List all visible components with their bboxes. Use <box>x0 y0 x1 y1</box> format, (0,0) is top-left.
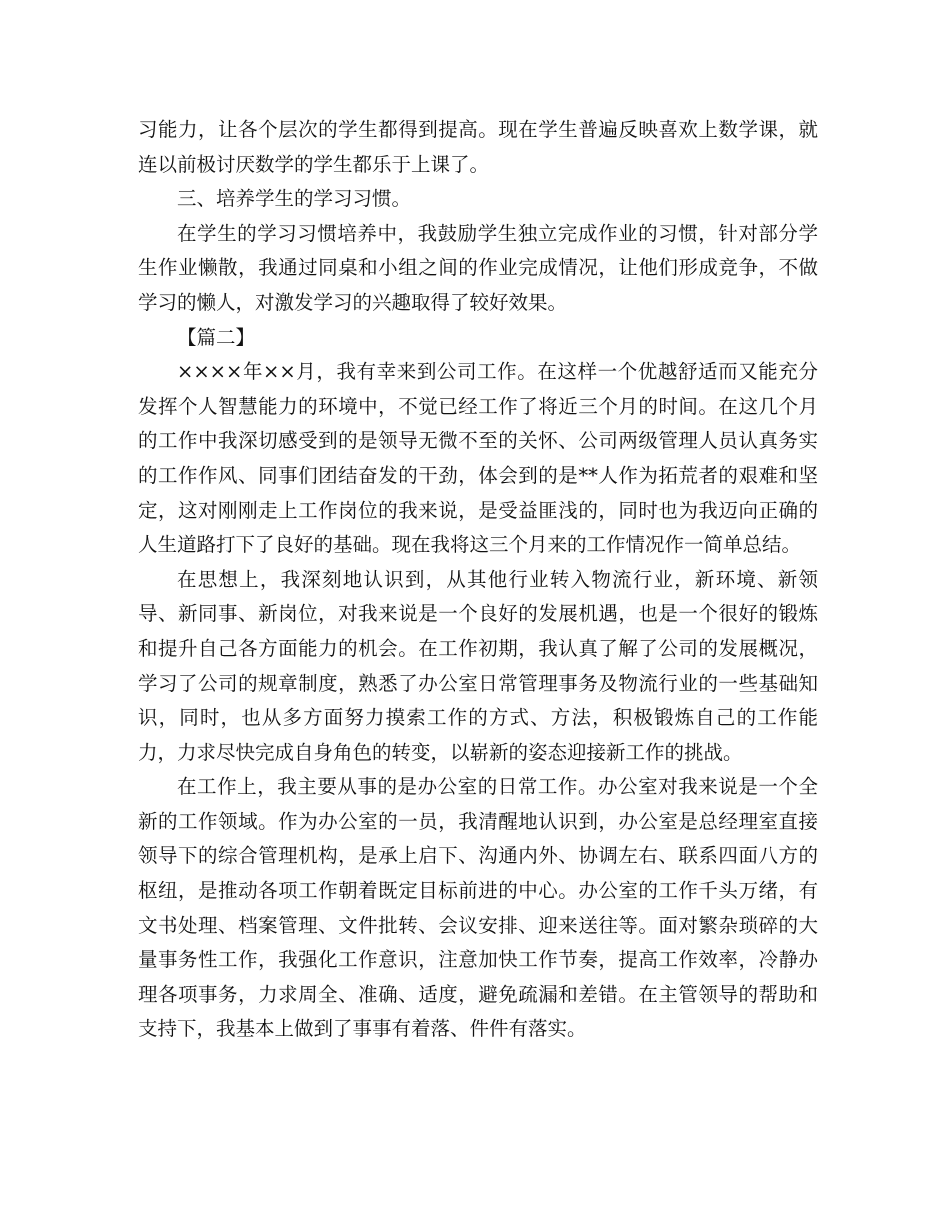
section-heading-part-two: 【篇二】 <box>177 325 256 349</box>
paragraph-study-habits: 在学生的学习习惯培养中，我鼓励学生独立完成作业的习惯，针对部分学生作业懒散，我通过同桌和小组之间的作业完成情况，让他们形成竞争，不做学习的懒人，对激发学习的兴趣取得了较好效果。 <box>138 221 818 314</box>
section-heading-three: 三、培养学生的学习习惯。 <box>177 187 412 211</box>
paragraph-introduction: ××××年××月，我有幸来到公司工作。在这样一个优越舒适而又能充分发挥个人智慧能力的环境中，不觉已经工作了将近三个月的时间。在这几个月的工作中我深切感受到的是领导无微不至的关怀、公司两级管理人员认真务实的工作作风、同事们团结奋发的干劲，体会到的是**人作为拓荒者的艰难和坚定，这对刚刚走上工作岗位的我来说，是受益匪浅的，同时也为我迈向正确的人生道路打下了良好的基础。现在我将这三个月来的工作情况作一简单总结。 <box>138 360 818 557</box>
paragraph-continuation: 习能力，让各个层次的学生都得到提高。现在学生普遍反映喜欢上数学课，就连以前极讨厌数学的学生都乐于上课了。 <box>138 118 818 176</box>
paragraph-thinking: 在思想上，我深刻地认识到，从其他行业转入物流行业，新环境、新领导、新同事、新岗位，对我来说是一个良好的发展机遇，也是一个很好的锻炼和提升自己各方面能力的机会。在工作初期，我认真了解了公司的发展概况，学习了公司的规章制度，熟悉了办公室日常管理事务及物流行业的一些基础知识，同时，也从多方面努力摸索工作的方式、方法，积极锻炼自己的工作能力，力求尽快完成自身角色的转变，以崭新的姿态迎接新工作的挑战。 <box>138 567 818 764</box>
paragraph-work: 在工作上，我主要从事的是办公室的日常工作。办公室对我来说是一个全新的工作领域。作为办公室的一员，我清醒地认识到，办公室是总经理室直接领导下的综合管理机构，是承上启下、沟通内外、协调左右、联系四面八方的枢纽，是推动各项工作朝着既定目标前进的中心。办公室的工作千头万绪，有文书处理、档案管理、文件批转、会议安排、迎来送往等。面对繁杂琐碎的大量事务性工作，我强化工作意识，注意加快工作节奏，提高工作效率，冷静办理各项事务，力求周全、准确、适度，避免疏漏和差错。在主管领导的帮助和支持下，我基本上做到了事事有着落、件件有落实。 <box>138 775 818 1041</box>
document-body <box>138 113 818 1047</box>
